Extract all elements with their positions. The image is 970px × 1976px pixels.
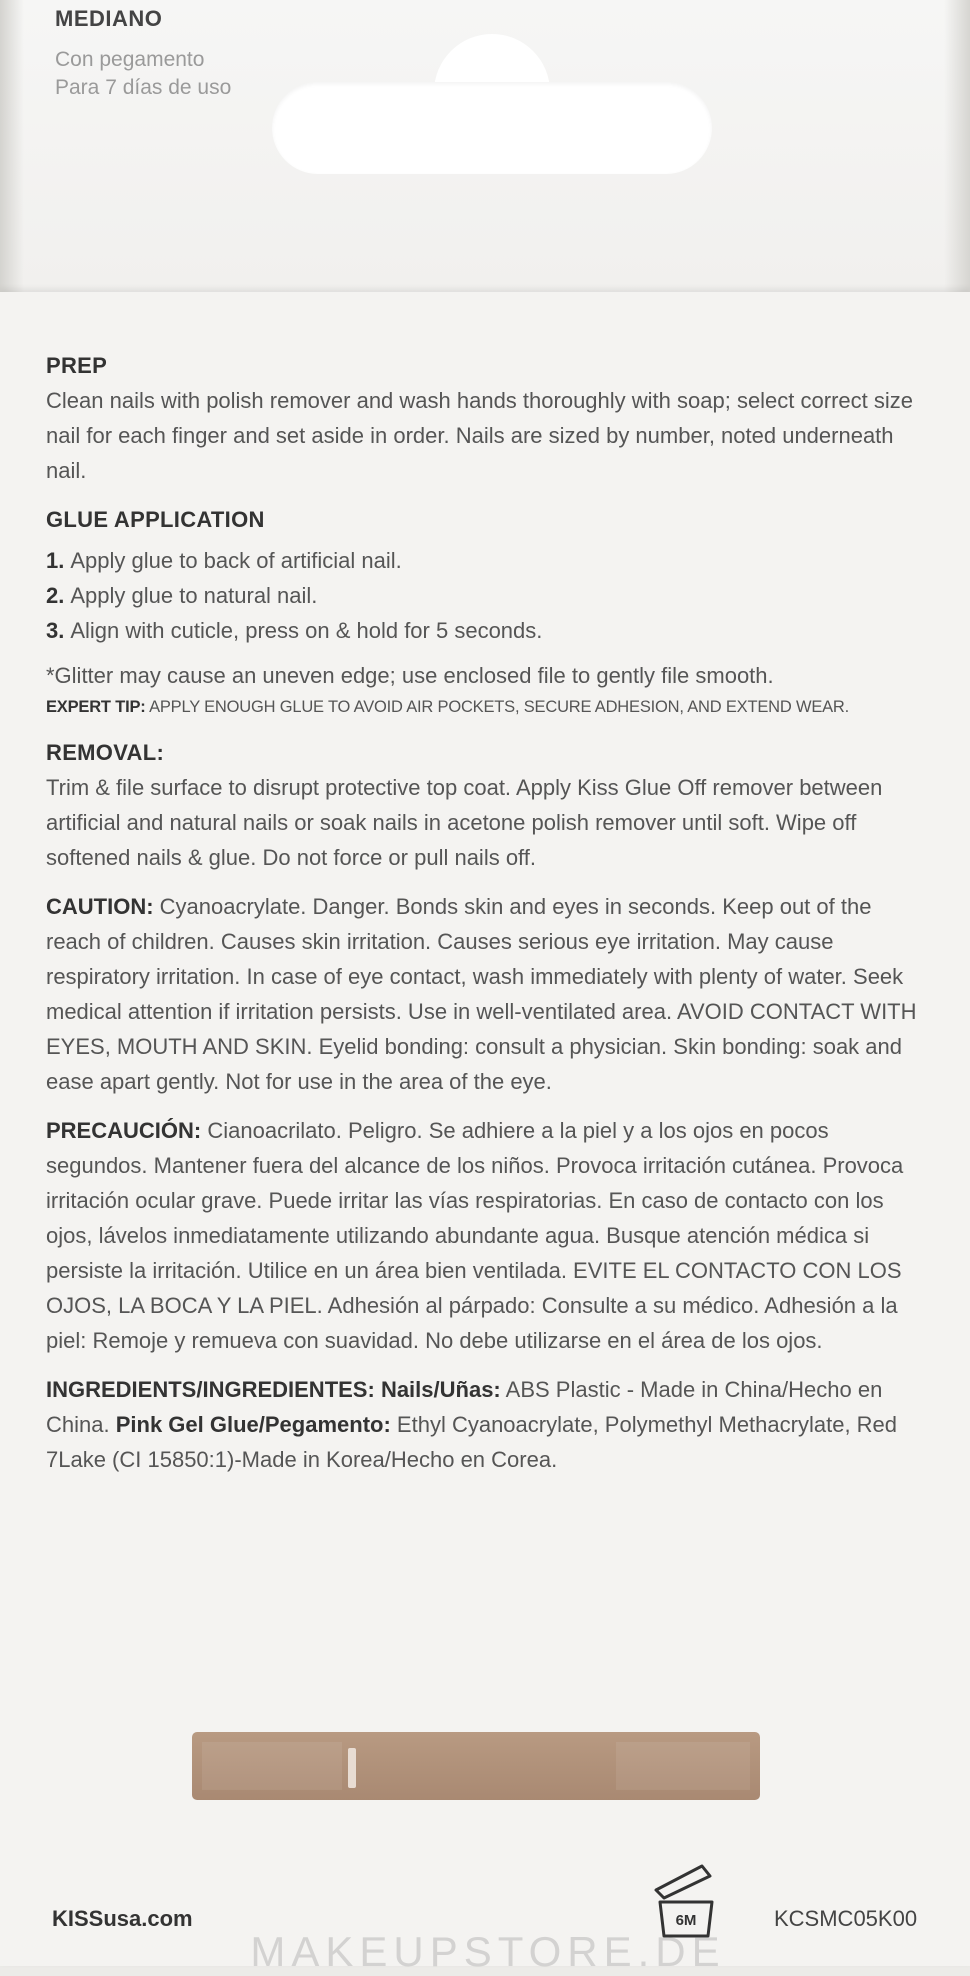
caution-label: CAUTION: bbox=[46, 894, 154, 919]
removal-heading: REMOVAL: bbox=[46, 740, 165, 765]
step-number: 2. bbox=[46, 583, 65, 608]
flap-left-shadow bbox=[0, 0, 24, 292]
step-text: Apply glue to natural nail. bbox=[70, 583, 318, 608]
flap-right-shadow bbox=[944, 0, 970, 292]
size-title: MEDIANO bbox=[55, 6, 163, 31]
strip-segment bbox=[202, 1742, 342, 1790]
glue-section bbox=[46, 502, 931, 721]
glue-heading: GLUE APPLICATION bbox=[46, 507, 265, 532]
nails-label: Nails/Uñas: bbox=[380, 1377, 501, 1402]
glue-step bbox=[46, 578, 931, 613]
prep-text: Clean nails with polish remover and wash hands thoroughly with soap; select correct size nail for each finger and set aside in order. Nails are sized by number, noted underneath nail. bbox=[46, 388, 913, 483]
step-text: Apply glue to back of artificial nail. bbox=[70, 548, 402, 573]
expert-tip-label: EXPERT TIP: bbox=[46, 698, 146, 716]
ingredients-section bbox=[46, 1372, 931, 1477]
removal-section bbox=[46, 735, 931, 875]
precaucion-text: Cianoacrilato. Peligro. Se adhiere a la piel y a los ojos en pocos segundos. Mantener fuera del alcance de los niños. Provoca irritación cutánea. Provoca irritación ocular grave. Puede irritar las vías respiratorias. En caso de contacto con los ojos, lávelos inmediatamente utilizando abundante agua. Busque atención médica si persiste la irritación. Utilice en un área bien ventilada. EVITE EL CONTACTO CON LOS OJOS, LA BOCA Y LA PIEL. Adhesión al párpado: Consulte a su médico. Adhesión a la piel: Remoje y remueva con suavidad. No debe utilizarse en el área de los ojos. bbox=[46, 1118, 904, 1353]
prep-section bbox=[46, 348, 931, 488]
size-subtitle bbox=[55, 46, 231, 102]
precaucion-section bbox=[46, 1113, 931, 1358]
precaucion-label: PRECAUCIÓN: bbox=[46, 1118, 202, 1143]
prep-heading: PREP bbox=[46, 353, 108, 378]
size-sub-line-2: Para 7 días de uso bbox=[55, 76, 232, 99]
size-sub-line-1: Con pegamento bbox=[55, 48, 205, 71]
expert-tip bbox=[46, 693, 931, 721]
removal-text: Trim & file surface to disrupt protective top coat. Apply Kiss Glue Off remover between artificial and natural nails or soak nails in acetone polish remover until soft. Wipe off softened nails & glue. Do not force or pull nails off. bbox=[46, 775, 883, 870]
website-label: KISSusa.com bbox=[52, 1906, 193, 1931]
instructions-content bbox=[46, 348, 931, 1491]
nails-text: ABS Plastic - Made in China/Hecho en China. bbox=[46, 1377, 883, 1437]
nail-file-strip bbox=[192, 1732, 760, 1800]
glitter-note: *Glitter may cause an uneven edge; use enclosed file to gently file smooth. bbox=[46, 663, 774, 688]
watermark: MAKEUPSTORE.DE bbox=[250, 1928, 726, 1975]
step-number: 1. bbox=[46, 548, 65, 573]
glue-steps bbox=[46, 543, 931, 648]
pao-period-label: 6M bbox=[675, 1912, 697, 1929]
caution-text: Cyanoacrylate. Danger. Bonds skin and eyes in seconds. Keep out of the reach of children. Causes skin irritation. Causes serious eye irritation. May cause respiratory irritation. In case of eye contact, wash immediately with plenty of water. Seek medical attention if irritation persists. Use in well-ventilated area. AVOID CONTACT WITH EYES, MOUTH AND SKIN. Eyelid bonding: consult a physician. Skin bonding: soak and ease apart gently. Not for use in the area of the eye. bbox=[46, 894, 917, 1094]
expert-tip-text: APPLY ENOUGH GLUE TO AVOID AIR POCKETS, SECURE ADHESION, AND EXTEND WEAR. bbox=[149, 698, 850, 716]
strip-segment bbox=[616, 1742, 750, 1790]
glue-text: Ethyl Cyanoacrylate, Polymethyl Methacrylate, Red 7Lake (CI 15850:1)-Made in Korea/Hecho en Corea. bbox=[46, 1412, 898, 1472]
strip-divider bbox=[348, 1748, 356, 1788]
top-flap bbox=[0, 0, 970, 292]
glue-label: Pink Gel Glue/Pegamento: bbox=[115, 1412, 391, 1437]
hang-hole bbox=[272, 82, 712, 174]
caution-section bbox=[46, 889, 931, 1099]
ingredients-label: INGREDIENTS/INGREDIENTES: bbox=[46, 1377, 375, 1402]
glue-step bbox=[46, 613, 931, 648]
step-text: Align with cuticle, press on & hold for 5 seconds. bbox=[70, 618, 543, 643]
glue-step bbox=[46, 543, 931, 578]
step-number: 3. bbox=[46, 618, 65, 643]
product-code: KCSMC05K00 bbox=[774, 1906, 918, 1931]
